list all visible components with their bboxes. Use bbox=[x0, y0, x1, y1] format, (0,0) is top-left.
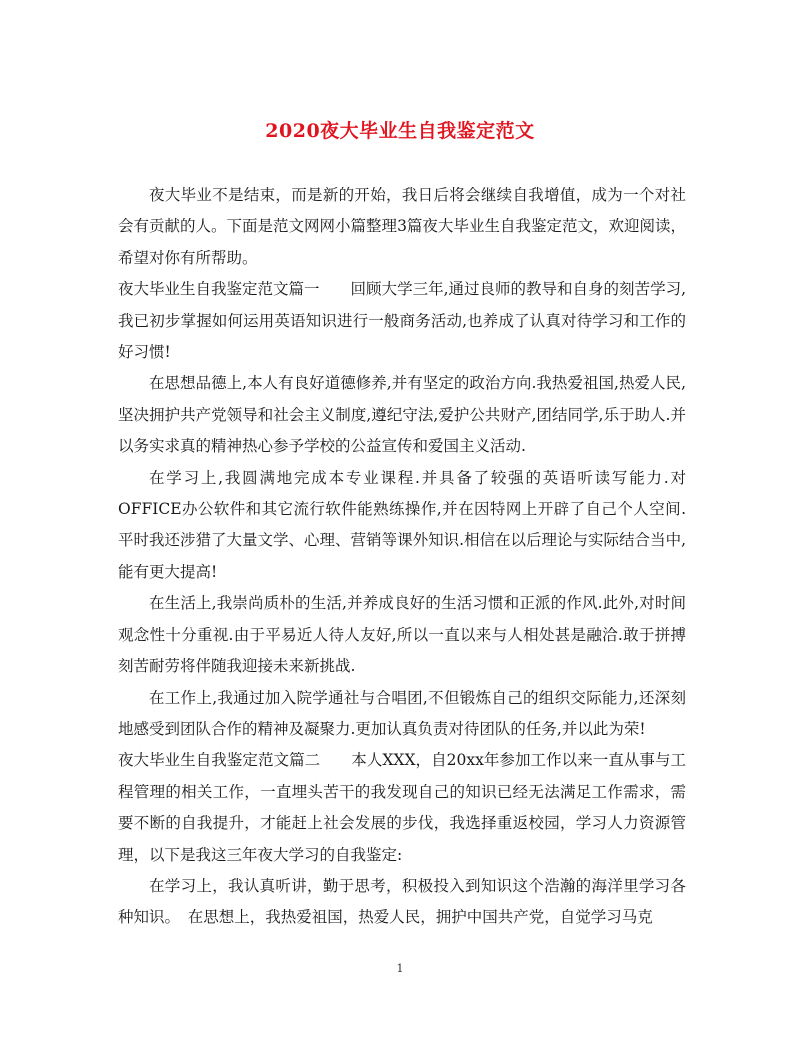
section-two-paragraph: 夜大毕业生自我鉴定范文篇二 本人XXX，自20xx年参加工作以来一直从事与工程管理的相关工作，一直埋头苦干的我发现自己的知识已经无法满足工作需求，需要不断的自我提升，才能赶上社会发展的步伐，我选择重返校园，学习人力资源管理，以下是我这三年夜大学习的自我鉴定: bbox=[118, 751, 686, 864]
document-title: 2020夜大毕业生自我鉴定范文 bbox=[265, 120, 535, 142]
work-paragraph: 在工作上,我通过加入院学通社与合唱团,不但锻炼自己的组织交际能力,还深刻地感受到团队合作的精神及凝聚力.更加认真负责对待团队的任务,并以此为荣! bbox=[118, 688, 686, 738]
intro-paragraph: 夜大毕业不是结束，而是新的开始，我日后将会继续自我增值，成为一个对社会有贡献的人。下面是范文网网小篇整理3篇夜大毕业生自我鉴定范文，欢迎阅读，希望对你有所帮助。 bbox=[118, 186, 686, 267]
document-body bbox=[118, 180, 686, 934]
study-paragraph: 在学习上,我圆满地完成本专业课程.并具备了较强的英语听读写能力.对OFFICE办公软件和其它流行软件能熟练操作,并在因特网上开辟了自己个人空间.平时我还涉猎了大量文学、心理、营销等课外知识.相信在以后理论与实际结合当中,能有更大提高! bbox=[118, 468, 686, 581]
life-paragraph: 在生活上,我崇尚质朴的生活,并养成良好的生活习惯和正派的作风.此外,对时间观念性十分重视.由于平易近人待人友好,所以一直以来与人相处甚是融洽.敢于拼搏刻苦耐劳将伴随我迎接未来新挑战. bbox=[118, 594, 686, 676]
study-thought-paragraph: 在学习上，我认真听讲，勤于思考，积极投入到知识这个浩瀚的海洋里学习各种知识。 在思想上，我热爱祖国，热爱人民，拥护中国共产党，自觉学习马克 bbox=[118, 876, 686, 927]
page-number: 1 bbox=[396, 962, 404, 975]
section-one-paragraph: 夜大毕业生自我鉴定范文篇一 回顾大学三年,通过良师的教导和自身的刻苦学习,我已初步掌握如何运用英语知识进行一般商务活动,也养成了认真对待学习和工作的好习惯! bbox=[118, 280, 686, 362]
ideology-paragraph: 在思想品德上,本人有良好道德修养,并有坚定的政治方向.我热爱祖国,热爱人民,坚决拥护共产党领导和社会主义制度,遵纪守法,爱护公共财产,团结同学,乐于助人.并以务实求真的精神热心参予学校的公益宣传和爱国主义活动. bbox=[118, 374, 686, 456]
